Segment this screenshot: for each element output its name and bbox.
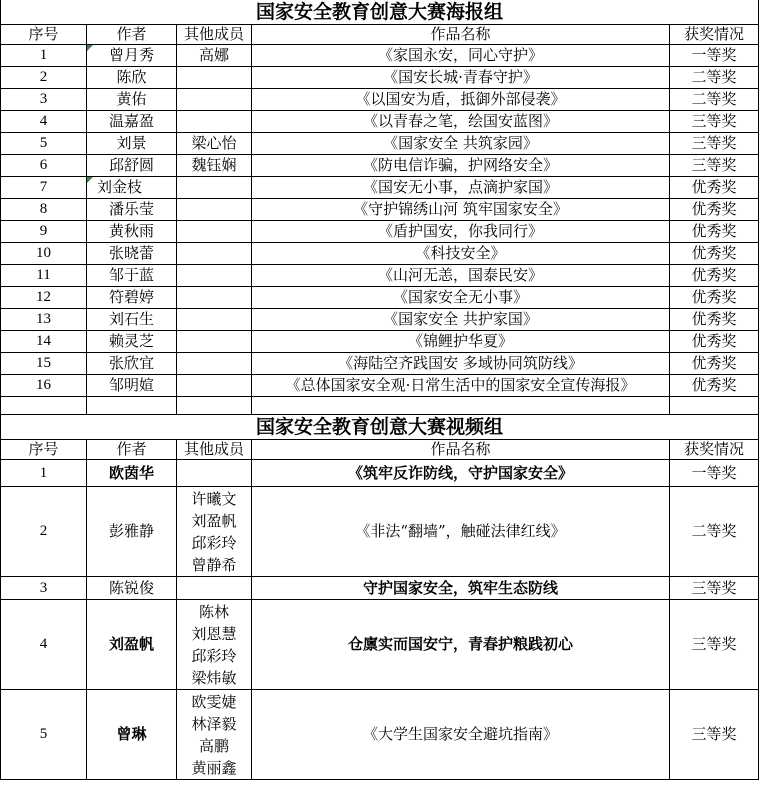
member-name: 黄丽鑫 bbox=[191, 758, 237, 777]
row-award: 三等奖 bbox=[670, 133, 759, 155]
row-award: 优秀奖 bbox=[670, 375, 759, 397]
row-award: 一等奖 bbox=[670, 45, 759, 67]
row-members: 高娜 bbox=[177, 45, 252, 67]
row-author: 邹于蓝 bbox=[87, 265, 177, 287]
table-row bbox=[1, 487, 759, 577]
row-award: 三等奖 bbox=[670, 155, 759, 177]
member-name: 刘恩慧 bbox=[191, 624, 237, 643]
row-author: 刘盈帆 bbox=[87, 600, 177, 690]
row-award: 二等奖 bbox=[670, 67, 759, 89]
row-no: 4 bbox=[1, 111, 87, 133]
row-award: 一等奖 bbox=[670, 460, 759, 487]
row-no: 13 bbox=[1, 309, 87, 331]
table-row bbox=[1, 89, 759, 111]
row-no: 16 bbox=[1, 375, 87, 397]
video-section-title: 国家安全教育创意大赛视频组 bbox=[1, 415, 759, 440]
row-no: 2 bbox=[1, 67, 87, 89]
row-members bbox=[177, 221, 252, 243]
video-header-row bbox=[1, 440, 759, 460]
row-no: 12 bbox=[1, 287, 87, 309]
table-row bbox=[1, 287, 759, 309]
row-work: 《国家安全 共护家国》 bbox=[252, 309, 670, 331]
row-author: 刘金枝 bbox=[87, 177, 177, 199]
table-row bbox=[1, 309, 759, 331]
row-work: 《大学生国家安全避坑指南》 bbox=[252, 690, 670, 780]
row-members bbox=[177, 89, 252, 111]
row-author: 彭雅静 bbox=[87, 487, 177, 577]
row-award: 优秀奖 bbox=[670, 221, 759, 243]
table-row bbox=[1, 67, 759, 89]
row-work: 《国安无小事，点滴护家国》 bbox=[252, 177, 670, 199]
poster-section-title: 国家安全教育创意大赛海报组 bbox=[1, 0, 759, 25]
row-author: 陈锐俊 bbox=[87, 577, 177, 600]
row-members bbox=[177, 375, 252, 397]
row-award: 优秀奖 bbox=[670, 353, 759, 375]
row-author: 潘乐莹 bbox=[87, 199, 177, 221]
row-no: 5 bbox=[1, 690, 87, 780]
row-work: 仓廪实而国安宁，青春护粮践初心 bbox=[252, 600, 670, 690]
member-name: 许曦文 bbox=[191, 489, 237, 508]
poster-header-row bbox=[1, 25, 759, 45]
row-members bbox=[177, 67, 252, 89]
row-no: 1 bbox=[1, 45, 87, 67]
header-award: 获奖情况 bbox=[670, 25, 759, 45]
row-author: 邹明媗 bbox=[87, 375, 177, 397]
row-author: 曾月秀 bbox=[87, 45, 177, 67]
row-award: 优秀奖 bbox=[670, 331, 759, 353]
row-members bbox=[177, 690, 252, 780]
table-row bbox=[1, 375, 759, 397]
row-work: 《总体国家安全观·日常生活中的国家安全宣传海报》 bbox=[252, 375, 670, 397]
row-author: 陈欣 bbox=[87, 67, 177, 89]
row-members bbox=[177, 177, 252, 199]
table-row bbox=[1, 155, 759, 177]
row-no: 15 bbox=[1, 353, 87, 375]
row-no: 5 bbox=[1, 133, 87, 155]
header-members: 其他成员 bbox=[177, 25, 252, 45]
table-row bbox=[1, 45, 759, 67]
row-work: 《以青春之笔，绘国安蓝图》 bbox=[252, 111, 670, 133]
table-row bbox=[1, 199, 759, 221]
row-members bbox=[177, 199, 252, 221]
row-work: 《非法“翻墙”，触碰法律红线》 bbox=[252, 487, 670, 577]
table-row bbox=[1, 133, 759, 155]
row-award: 优秀奖 bbox=[670, 287, 759, 309]
table-row bbox=[1, 600, 759, 690]
member-name: 刘盈帆 bbox=[191, 511, 237, 530]
table-row bbox=[1, 690, 759, 780]
header-members: 其他成员 bbox=[177, 440, 252, 460]
table-row bbox=[1, 331, 759, 353]
row-members bbox=[177, 265, 252, 287]
row-award: 优秀奖 bbox=[670, 243, 759, 265]
row-no: 4 bbox=[1, 600, 87, 690]
header-no: 序号 bbox=[1, 25, 87, 45]
table-row bbox=[1, 177, 759, 199]
table-row bbox=[1, 221, 759, 243]
row-no: 9 bbox=[1, 221, 87, 243]
row-author: 黄秋雨 bbox=[87, 221, 177, 243]
header-work: 作品名称 bbox=[252, 440, 670, 460]
row-members bbox=[177, 331, 252, 353]
row-work: 《国家安全 共筑家园》 bbox=[252, 133, 670, 155]
member-name: 梁炜敏 bbox=[191, 668, 237, 687]
row-work: 守护国家安全，筑牢生态防线 bbox=[252, 577, 670, 600]
blank-row bbox=[1, 397, 759, 415]
table-row bbox=[1, 111, 759, 133]
header-award: 获奖情况 bbox=[670, 440, 759, 460]
row-work: 《山河无恙，国泰民安》 bbox=[252, 265, 670, 287]
row-work: 《防电信诈骗，护网络安全》 bbox=[252, 155, 670, 177]
row-work: 《锦鲤护华夏》 bbox=[252, 331, 670, 353]
row-work: 《守护锦绣山河 筑牢国家安全》 bbox=[252, 199, 670, 221]
row-work: 《筑牢反诈防线，守护国家安全》 bbox=[252, 460, 670, 487]
row-members bbox=[177, 287, 252, 309]
row-no: 8 bbox=[1, 199, 87, 221]
row-award: 三等奖 bbox=[670, 690, 759, 780]
row-no: 3 bbox=[1, 577, 87, 600]
row-award: 优秀奖 bbox=[670, 265, 759, 287]
row-award: 优秀奖 bbox=[670, 309, 759, 331]
member-name: 陈林 bbox=[198, 602, 229, 621]
row-no: 6 bbox=[1, 155, 87, 177]
member-name: 欧雯婕 bbox=[191, 692, 237, 711]
row-author: 赖灵芝 bbox=[87, 331, 177, 353]
member-name: 高鹏 bbox=[198, 736, 229, 755]
row-work: 《国安长城·青春守护》 bbox=[252, 67, 670, 89]
row-work: 《家国永安，同心守护》 bbox=[252, 45, 670, 67]
row-work: 《科技安全》 bbox=[252, 243, 670, 265]
row-no: 3 bbox=[1, 89, 87, 111]
table-row bbox=[1, 353, 759, 375]
row-author: 曾琳 bbox=[87, 690, 177, 780]
row-author: 黄佑 bbox=[87, 89, 177, 111]
row-author: 张欣宜 bbox=[87, 353, 177, 375]
row-work: 《国家安全无小事》 bbox=[252, 287, 670, 309]
row-members: 梁心怡 bbox=[177, 133, 252, 155]
row-work: 《盾护国安，你我同行》 bbox=[252, 221, 670, 243]
row-members bbox=[177, 460, 252, 487]
row-author: 邱舒圆 bbox=[87, 155, 177, 177]
row-no: 10 bbox=[1, 243, 87, 265]
row-work: 《海陆空齐践国安 多域协同筑防线》 bbox=[252, 353, 670, 375]
table-row bbox=[1, 265, 759, 287]
row-author: 符碧婷 bbox=[87, 287, 177, 309]
row-author: 刘石生 bbox=[87, 309, 177, 331]
row-award: 二等奖 bbox=[670, 487, 759, 577]
row-members bbox=[177, 600, 252, 690]
row-author: 刘景 bbox=[87, 133, 177, 155]
row-author: 温嘉盈 bbox=[87, 111, 177, 133]
row-award: 优秀奖 bbox=[670, 199, 759, 221]
header-author: 作者 bbox=[87, 25, 177, 45]
table-row bbox=[1, 243, 759, 265]
row-award: 三等奖 bbox=[670, 111, 759, 133]
table-row bbox=[1, 577, 759, 600]
row-award: 三等奖 bbox=[670, 600, 759, 690]
member-name: 曾静希 bbox=[191, 555, 237, 574]
member-name: 邱彩玲 bbox=[191, 533, 237, 552]
row-award: 二等奖 bbox=[670, 89, 759, 111]
table-row bbox=[1, 460, 759, 487]
row-members bbox=[177, 487, 252, 577]
row-members bbox=[177, 577, 252, 600]
header-work: 作品名称 bbox=[252, 25, 670, 45]
row-author: 欧茵华 bbox=[87, 460, 177, 487]
row-work: 《以国安为盾，抵御外部侵袭》 bbox=[252, 89, 670, 111]
member-name: 林泽毅 bbox=[191, 714, 237, 733]
member-name: 邱彩玲 bbox=[191, 646, 237, 665]
row-award: 优秀奖 bbox=[670, 177, 759, 199]
row-members bbox=[177, 243, 252, 265]
header-no: 序号 bbox=[1, 440, 87, 460]
row-no: 14 bbox=[1, 331, 87, 353]
row-members bbox=[177, 353, 252, 375]
row-award: 三等奖 bbox=[670, 577, 759, 600]
header-author: 作者 bbox=[87, 440, 177, 460]
row-no: 11 bbox=[1, 265, 87, 287]
row-members bbox=[177, 111, 252, 133]
row-members bbox=[177, 309, 252, 331]
row-author: 张晓蕾 bbox=[87, 243, 177, 265]
row-no: 2 bbox=[1, 487, 87, 577]
row-members: 魏钰娴 bbox=[177, 155, 252, 177]
row-no: 1 bbox=[1, 460, 87, 487]
row-no: 7 bbox=[1, 177, 87, 199]
